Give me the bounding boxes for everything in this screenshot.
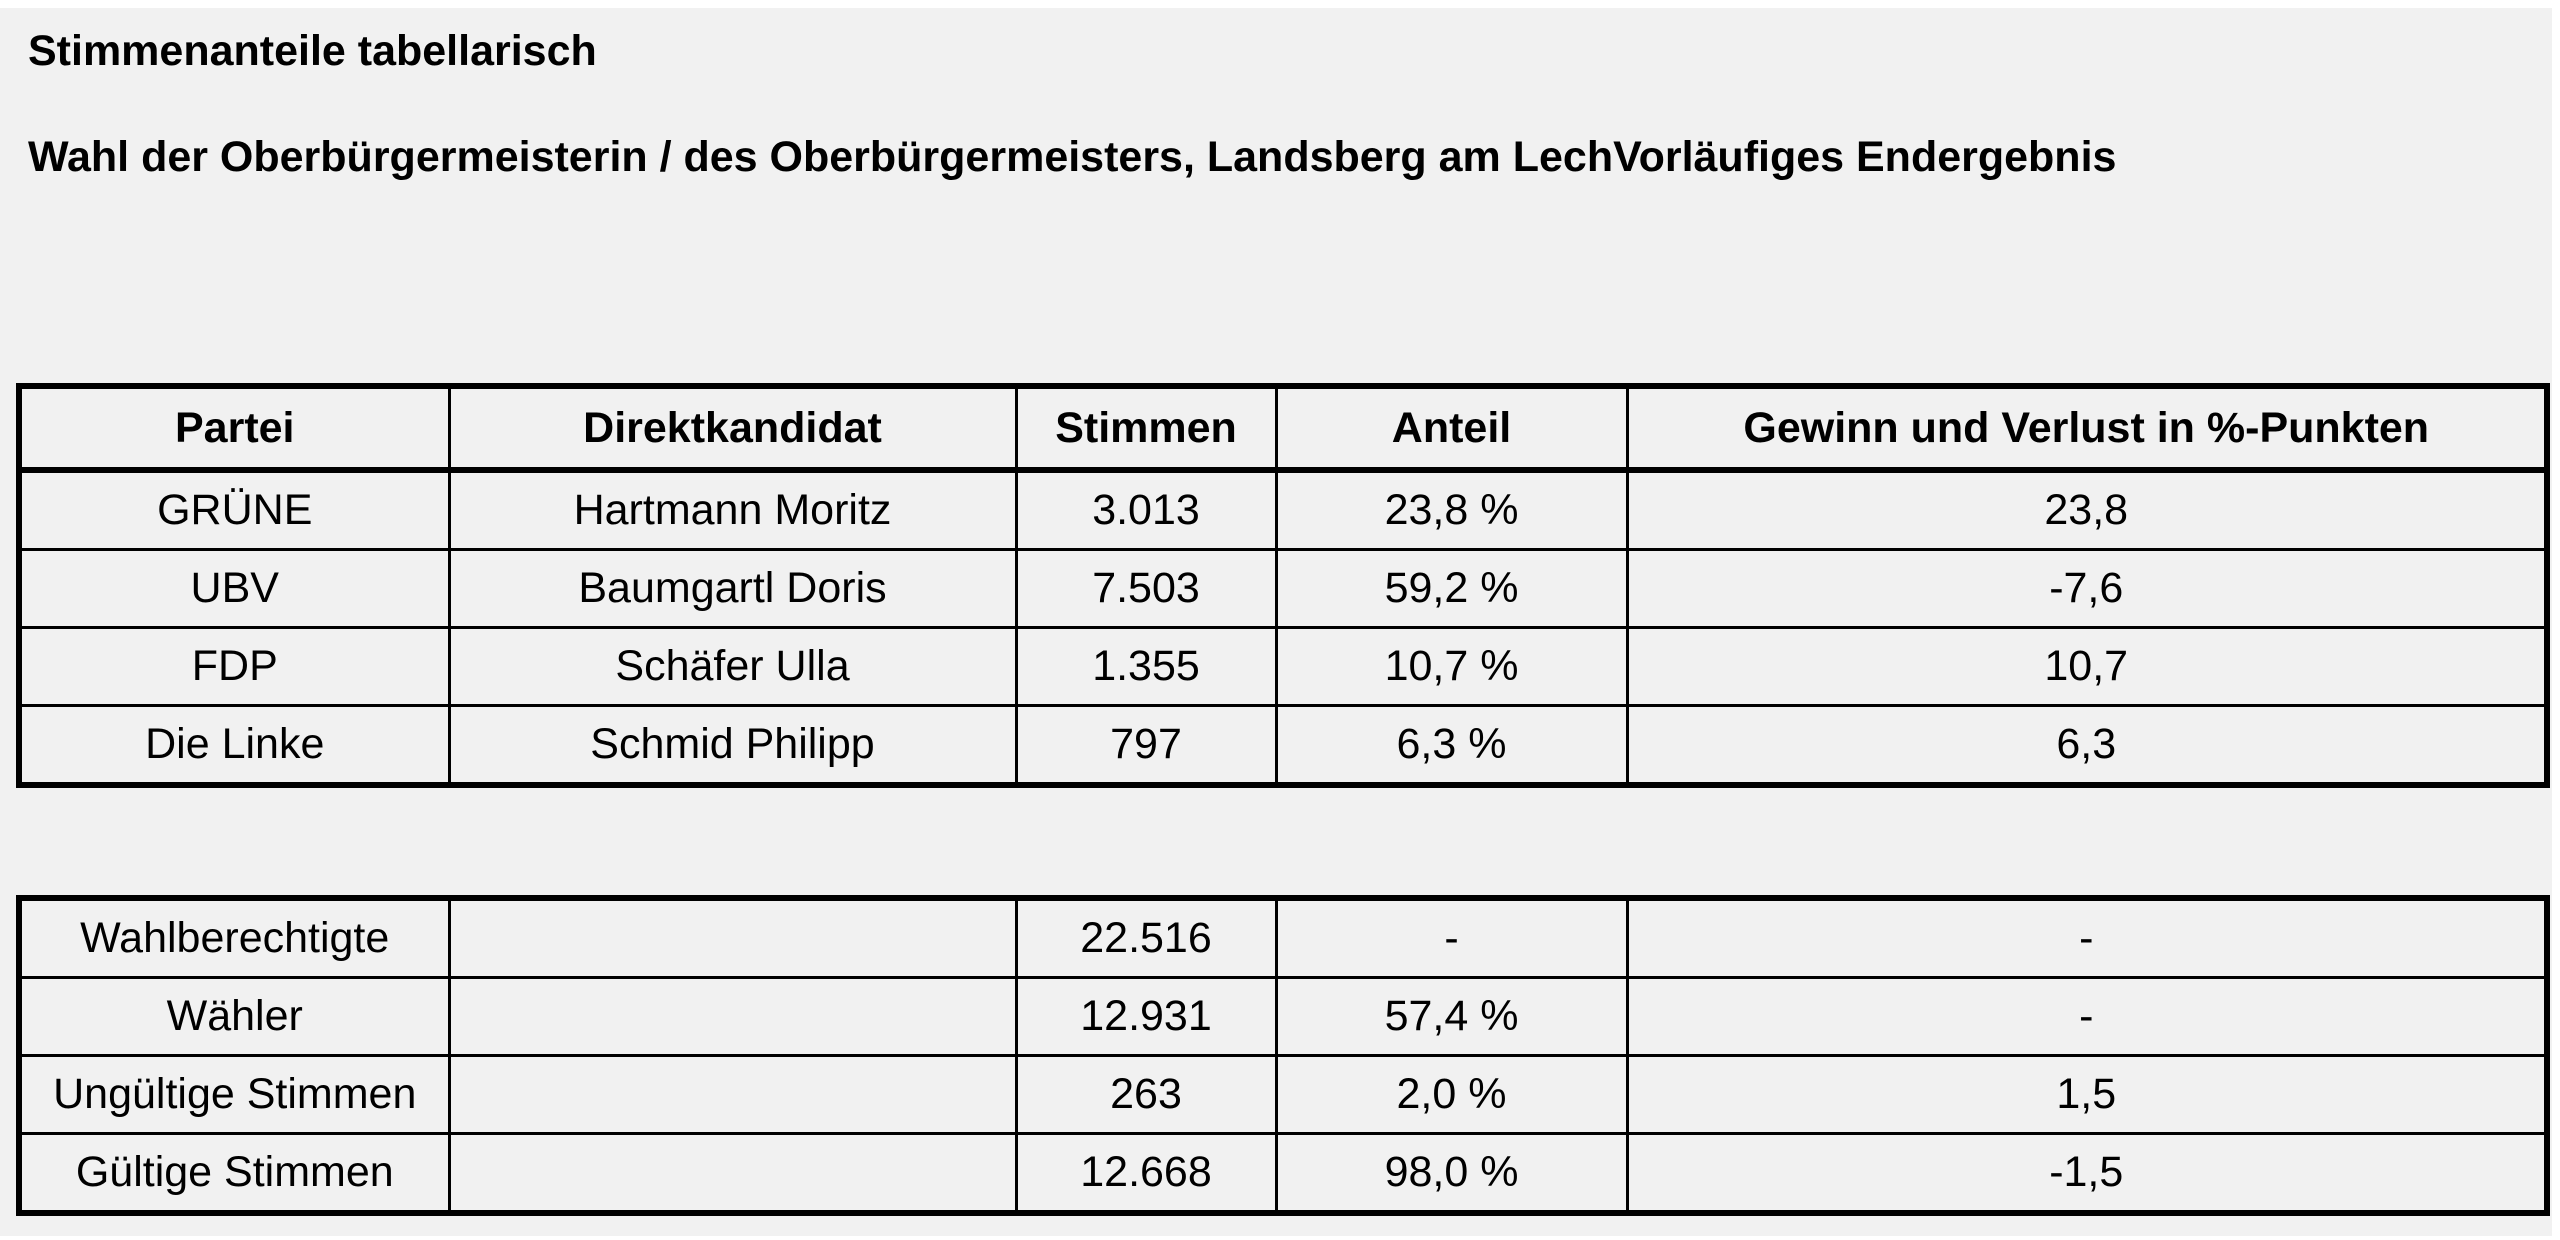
change-cell: 1,5	[1627, 1056, 2547, 1134]
party-cell: Die Linke	[19, 706, 449, 786]
table-row	[19, 978, 2547, 1056]
table-row	[19, 1056, 2547, 1134]
summary-label-cell: Gültige Stimmen	[19, 1134, 449, 1214]
votes-cell: 1.355	[1016, 628, 1276, 706]
votes-cell: 3.013	[1016, 470, 1276, 550]
share-cell: 10,7 %	[1276, 628, 1627, 706]
share-cell: 6,3 %	[1276, 706, 1627, 786]
header-partei: Partei	[19, 386, 449, 470]
votes-cell: 263	[1016, 1056, 1276, 1134]
change-cell: -1,5	[1627, 1134, 2547, 1214]
candidate-cell: Schäfer Ulla	[449, 628, 1016, 706]
votes-cell: 12.668	[1016, 1134, 1276, 1214]
table-row	[19, 470, 2547, 550]
share-cell: 23,8 %	[1276, 470, 1627, 550]
votes-cell: 12.931	[1016, 978, 1276, 1056]
change-cell: 6,3	[1627, 706, 2547, 786]
share-cell: -	[1276, 898, 1627, 978]
empty-cell	[449, 1134, 1016, 1214]
summary-table	[16, 895, 2550, 1216]
summary-label-cell: Wähler	[19, 978, 449, 1056]
votes-cell: 22.516	[1016, 898, 1276, 978]
table-row	[19, 898, 2547, 978]
table-row	[19, 628, 2547, 706]
change-cell: 23,8	[1627, 470, 2547, 550]
change-cell: 10,7	[1627, 628, 2547, 706]
results-header-row	[19, 386, 2547, 470]
summary-label-cell: Ungültige Stimmen	[19, 1056, 449, 1134]
empty-cell	[449, 1056, 1016, 1134]
party-cell: UBV	[19, 550, 449, 628]
header-gewinn-verlust: Gewinn und Verlust in %-Punkten	[1627, 386, 2547, 470]
party-cell: FDP	[19, 628, 449, 706]
election-title: Wahl der Oberbürgermeisterin / des Oberbürgermeisters, Landsberg am LechVorläufiges Endergebnis	[28, 133, 2117, 181]
empty-cell	[449, 898, 1016, 978]
share-cell: 98,0 %	[1276, 1134, 1627, 1214]
share-cell: 59,2 %	[1276, 550, 1627, 628]
empty-cell	[449, 978, 1016, 1056]
candidate-cell: Schmid Philipp	[449, 706, 1016, 786]
votes-cell: 797	[1016, 706, 1276, 786]
candidate-cell: Baumgartl Doris	[449, 550, 1016, 628]
section-title: Stimmenanteile tabellarisch	[28, 27, 597, 75]
table-row	[19, 706, 2547, 786]
change-cell: -7,6	[1627, 550, 2547, 628]
change-cell: -	[1627, 978, 2547, 1056]
header-direktkandidat: Direktkandidat	[449, 386, 1016, 470]
summary-label-cell: Wahlberechtigte	[19, 898, 449, 978]
votes-cell: 7.503	[1016, 550, 1276, 628]
party-cell: GRÜNE	[19, 470, 449, 550]
header-stimmen: Stimmen	[1016, 386, 1276, 470]
results-table	[16, 383, 2550, 788]
header-anteil: Anteil	[1276, 386, 1627, 470]
share-cell: 2,0 %	[1276, 1056, 1627, 1134]
change-cell: -	[1627, 898, 2547, 978]
share-cell: 57,4 %	[1276, 978, 1627, 1056]
candidate-cell: Hartmann Moritz	[449, 470, 1016, 550]
table-row	[19, 1134, 2547, 1214]
table-row	[19, 550, 2547, 628]
